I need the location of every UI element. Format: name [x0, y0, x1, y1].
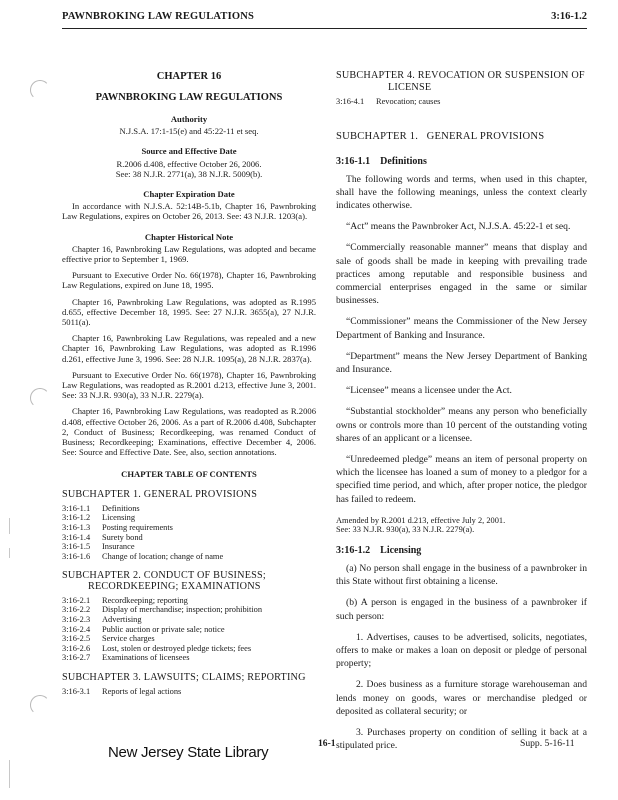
toc-entry-number: 3:16-3.1 [62, 687, 91, 697]
chapter-title: PAWNBROKING LAW REGULATIONS [95, 92, 283, 103]
toc-entry-title: Display of merchandise; inspection; prohibition [102, 605, 263, 615]
toc-entry-number: 3:16-1.3 [62, 523, 91, 533]
chapter-number: CHAPTER 16 [156, 71, 222, 82]
history-note: Pursuant to Executive Order No. 66(1978), Chapter 16, Pawnbroking Law Regulations, expired on June 18, 1995. [62, 270, 316, 291]
toc-entry[interactable] [62, 634, 316, 644]
body-paragraph: (a) No person shall engage in the business of a pawnbroker in this State without first obtaining a license. [336, 563, 587, 588]
toc-entry[interactable] [62, 596, 316, 606]
expiration-heading: Chapter Expiration Date [143, 189, 235, 200]
toc-entry-title: Surety bond [102, 532, 143, 542]
body-paragraph: (b) A person is engaged in the business of a pawnbroker if such person: [336, 597, 587, 622]
section-title: Definitions [380, 155, 427, 167]
toc-entry[interactable] [62, 653, 316, 663]
body-paragraph: “Commercially reasonable manner” means that display and sale of goods shall be made in keeping with prevailing trade practices among reputable and responsible business and commercial enterprises engaged in the same or similar businesses. [336, 242, 587, 307]
toc-subchapter-3-list [62, 687, 316, 697]
toc-entry-title: Public auction or private sale; notice [102, 624, 225, 634]
toc-entry-title: Insurance [102, 542, 135, 552]
toc-subchapter-title: SUBCHAPTER 3. LAWSUITS; CLAIMS; REPORTING [62, 672, 306, 684]
scan-mark [9, 548, 10, 558]
toc-entry-title: Definitions [102, 503, 140, 513]
toc-entry[interactable] [62, 625, 316, 635]
toc-entry[interactable] [62, 533, 316, 543]
scan-mark [9, 760, 10, 788]
toc-subchapter-title-cont: LICENSE [388, 82, 432, 93]
toc-entry-title: Change of location; change of name [102, 551, 224, 561]
toc-entry-title: Recordkeeping; reporting [102, 595, 188, 605]
toc-subchapter-title-cont: RECORDKEEPING; EXAMINATIONS [88, 580, 261, 592]
toc-entry-number: 3:16-1.2 [62, 513, 91, 523]
section-title: Licensing [380, 545, 422, 557]
body-paragraph: 1. Advertises, causes to be advertised, solicits, negotiates, offers to make or makes a loan on deposit or pledge of personal property; [336, 631, 587, 670]
authority-heading: Authority [170, 114, 208, 124]
toc-entry[interactable] [62, 644, 316, 654]
section-heading [336, 545, 587, 556]
scan-mark [9, 518, 10, 534]
body-paragraph: “Substantial stockholder” means any person who beneficially owns or controls more than 10 percent of the outstanding voting shares of an applicant or a licensee. [336, 406, 587, 444]
toc-entry[interactable] [62, 605, 316, 615]
toc-entry-number: 3:16-2.6 [62, 643, 91, 653]
toc-subchapter-4-list [336, 97, 587, 107]
amendment-note: See: 33 N.J.R. 930(a), 33 N.J.R. 2279(a). [336, 525, 475, 535]
body-paragraph: 2. Does business as a furniture storage warehouseman and lends money on goods, wares or merchandise pledged or deposited as collateral security; or [336, 679, 587, 717]
toc-entry-title: Service charges [102, 634, 155, 644]
toc-subchapter-1-list [62, 504, 316, 562]
section-number: 3:16-1.1 [336, 155, 371, 167]
page-number: 16-1 [318, 738, 336, 749]
source-text-line: R.2006 d.408, effective October 26, 2006. [116, 158, 262, 169]
section-heading [336, 156, 587, 167]
toc-entry-number: 3:16-4.1 [336, 97, 365, 106]
toc-entry[interactable] [62, 523, 316, 533]
toc-subchapter-2-list [62, 596, 316, 663]
library-stamp: New Jersey State Library [108, 744, 269, 761]
body-paragraph: “Act” means the Pawnbroker Act, N.J.S.A. 45:22-1 et seq. [346, 221, 571, 233]
history-note: Pursuant to Executive Order No. 66(1978), Chapter 16, Pawnbroking Law Regulations, was readopted as R.2001 d.213, effective June 3, 2001. See: 33 N.J.R. 930(a), 33 N.J.R. 2279(a). [62, 369, 316, 401]
toc-entry-number: 3:16-1.4 [62, 532, 91, 542]
toc-entry-title: Lost, stolen or destroyed pledge tickets; fees [102, 643, 252, 653]
definitions-body [336, 173, 587, 506]
body-paragraph: 3. Purchases property on condition of selling it back at a stipulated price. [336, 727, 587, 752]
toc-heading: CHAPTER TABLE OF CONTENTS [121, 469, 257, 480]
binder-hole-icon [30, 695, 50, 715]
toc-subchapter-title: SUBCHAPTER 1. GENERAL PROVISIONS [62, 488, 258, 500]
section-number: 3:16-1.2 [336, 545, 371, 557]
toc-entry[interactable] [62, 504, 316, 514]
toc-entry[interactable] [62, 615, 316, 625]
toc-entry-number: 3:16-2.2 [62, 605, 91, 615]
right-column [336, 70, 587, 752]
running-header-section: 3:16-1.2 [551, 11, 587, 22]
history-note: Chapter 16, Pawnbroking Law Regulations, was adopted as R.1995 d.655, effective December 18, 1995. See: 27 N.J.R. 3655(a), 27 N.J.R. 5011(a). [62, 296, 316, 328]
toc-entry[interactable] [62, 542, 316, 552]
body-paragraph: “Department” means the New Jersey Department of Banking and Insurance. [336, 350, 587, 376]
body-paragraph: “Unredeemed pledge” means an item of personal property on which the licensee has loaned a sum of money to a pledgor for a specified time period, and which, after proper notice, the pledgor has failed to redeem. [336, 454, 587, 505]
running-header [62, 10, 587, 29]
supplement-date: Supp. 5-16-11 [520, 738, 575, 749]
binder-hole-icon [30, 80, 50, 100]
toc-entry[interactable] [62, 552, 316, 562]
binder-hole-icon [30, 388, 50, 408]
toc-entry-number: 3:16-2.5 [62, 634, 91, 644]
history-heading: Chapter Historical Note [144, 231, 234, 242]
toc-entry-title: Posting requirements [102, 523, 173, 533]
toc-entry-title: Licensing [102, 513, 136, 523]
amendment-note: Amended by R.2001 d.213, effective July 2, 2001. [336, 515, 506, 525]
toc-subchapter-title: SUBCHAPTER 2. CONDUCT OF BUSINESS; [62, 570, 266, 582]
toc-entry-number: 3:16-2.1 [62, 595, 91, 605]
toc-subchapter-title: SUBCHAPTER 4. REVOCATION OR SUSPENSION OF [336, 70, 585, 81]
history-note: Chapter 16, Pawnbroking Law Regulations, was readopted as R.2006 d.408, effective October 26, 2006. As a part of R.2006 d.408, Subchapter 2, Conduct of Business; Recordkeeping, was renamed Conduct of Business; Recordkeeping; Examinations, effective December 4, 2006. See: Source and Effective Date. See, also, section annotations. [62, 406, 316, 458]
toc-entry-number: 3:16-2.7 [62, 653, 91, 663]
toc-entry[interactable] [336, 97, 587, 107]
subchapter-heading: SUBCHAPTER 1. GENERAL PROVISIONS [336, 130, 545, 142]
toc-entry-number: 3:16-1.6 [62, 551, 91, 561]
toc-entry-number: 3:16-1.5 [62, 542, 91, 552]
toc-entry-title: Examinations of licensees [102, 653, 190, 663]
body-paragraph: “Licensee” means a licensee under the Act. [346, 385, 512, 397]
left-column [62, 70, 316, 697]
source-heading: Source and Effective Date [141, 146, 237, 157]
history-note: Chapter 16, Pawnbroking Law Regulations, was repealed and a new Chapter 16, Pawnbroking Law Regulations, was adopted as R.1996 d.261, effective June 3, 1996. See: 28 N.J.R. 1095(a), 28 N.J.R. 2837(a). [62, 333, 316, 364]
licensing-body [336, 562, 587, 752]
expiration-text: In accordance with N.J.S.A. 52:14B-5.1b, Chapter 16, Pawnbroking Law Regulations, expires on October 26, 2013. See: 43 N.J.R. 1203(a). [62, 201, 316, 222]
source-text-line: See: 38 N.J.R. 2771(a), 38 N.J.R. 5009(b). [115, 168, 263, 179]
toc-entry-number: 3:16-2.3 [62, 615, 91, 625]
toc-entry-title: Revocation; causes [376, 97, 441, 106]
toc-entry[interactable] [62, 513, 316, 523]
running-header-title: PAWNBROKING LAW REGULATIONS [62, 11, 255, 22]
toc-entry-title: Advertising [102, 615, 142, 625]
toc-entry-number: 3:16-2.4 [62, 624, 91, 634]
toc-entry-title: Reports of legal actions [102, 687, 182, 697]
body-paragraph: “Commissioner” means the Commissioner of the New Jersey Department of Banking and Insurance. [336, 316, 587, 341]
body-paragraph: The following words and terms, when used in this chapter, shall have the following meanings, unless the context clearly indicates otherwise. [336, 173, 587, 211]
authority-text: N.J.S.A. 17:1-15(e) and 45:22-11 et seq. [119, 126, 259, 137]
toc-entry-number: 3:16-1.1 [62, 503, 91, 513]
toc-entry[interactable] [62, 687, 316, 697]
history-note: Chapter 16, Pawnbroking Law Regulations, was adopted and became effective prior to September 1, 1969. [62, 243, 316, 265]
